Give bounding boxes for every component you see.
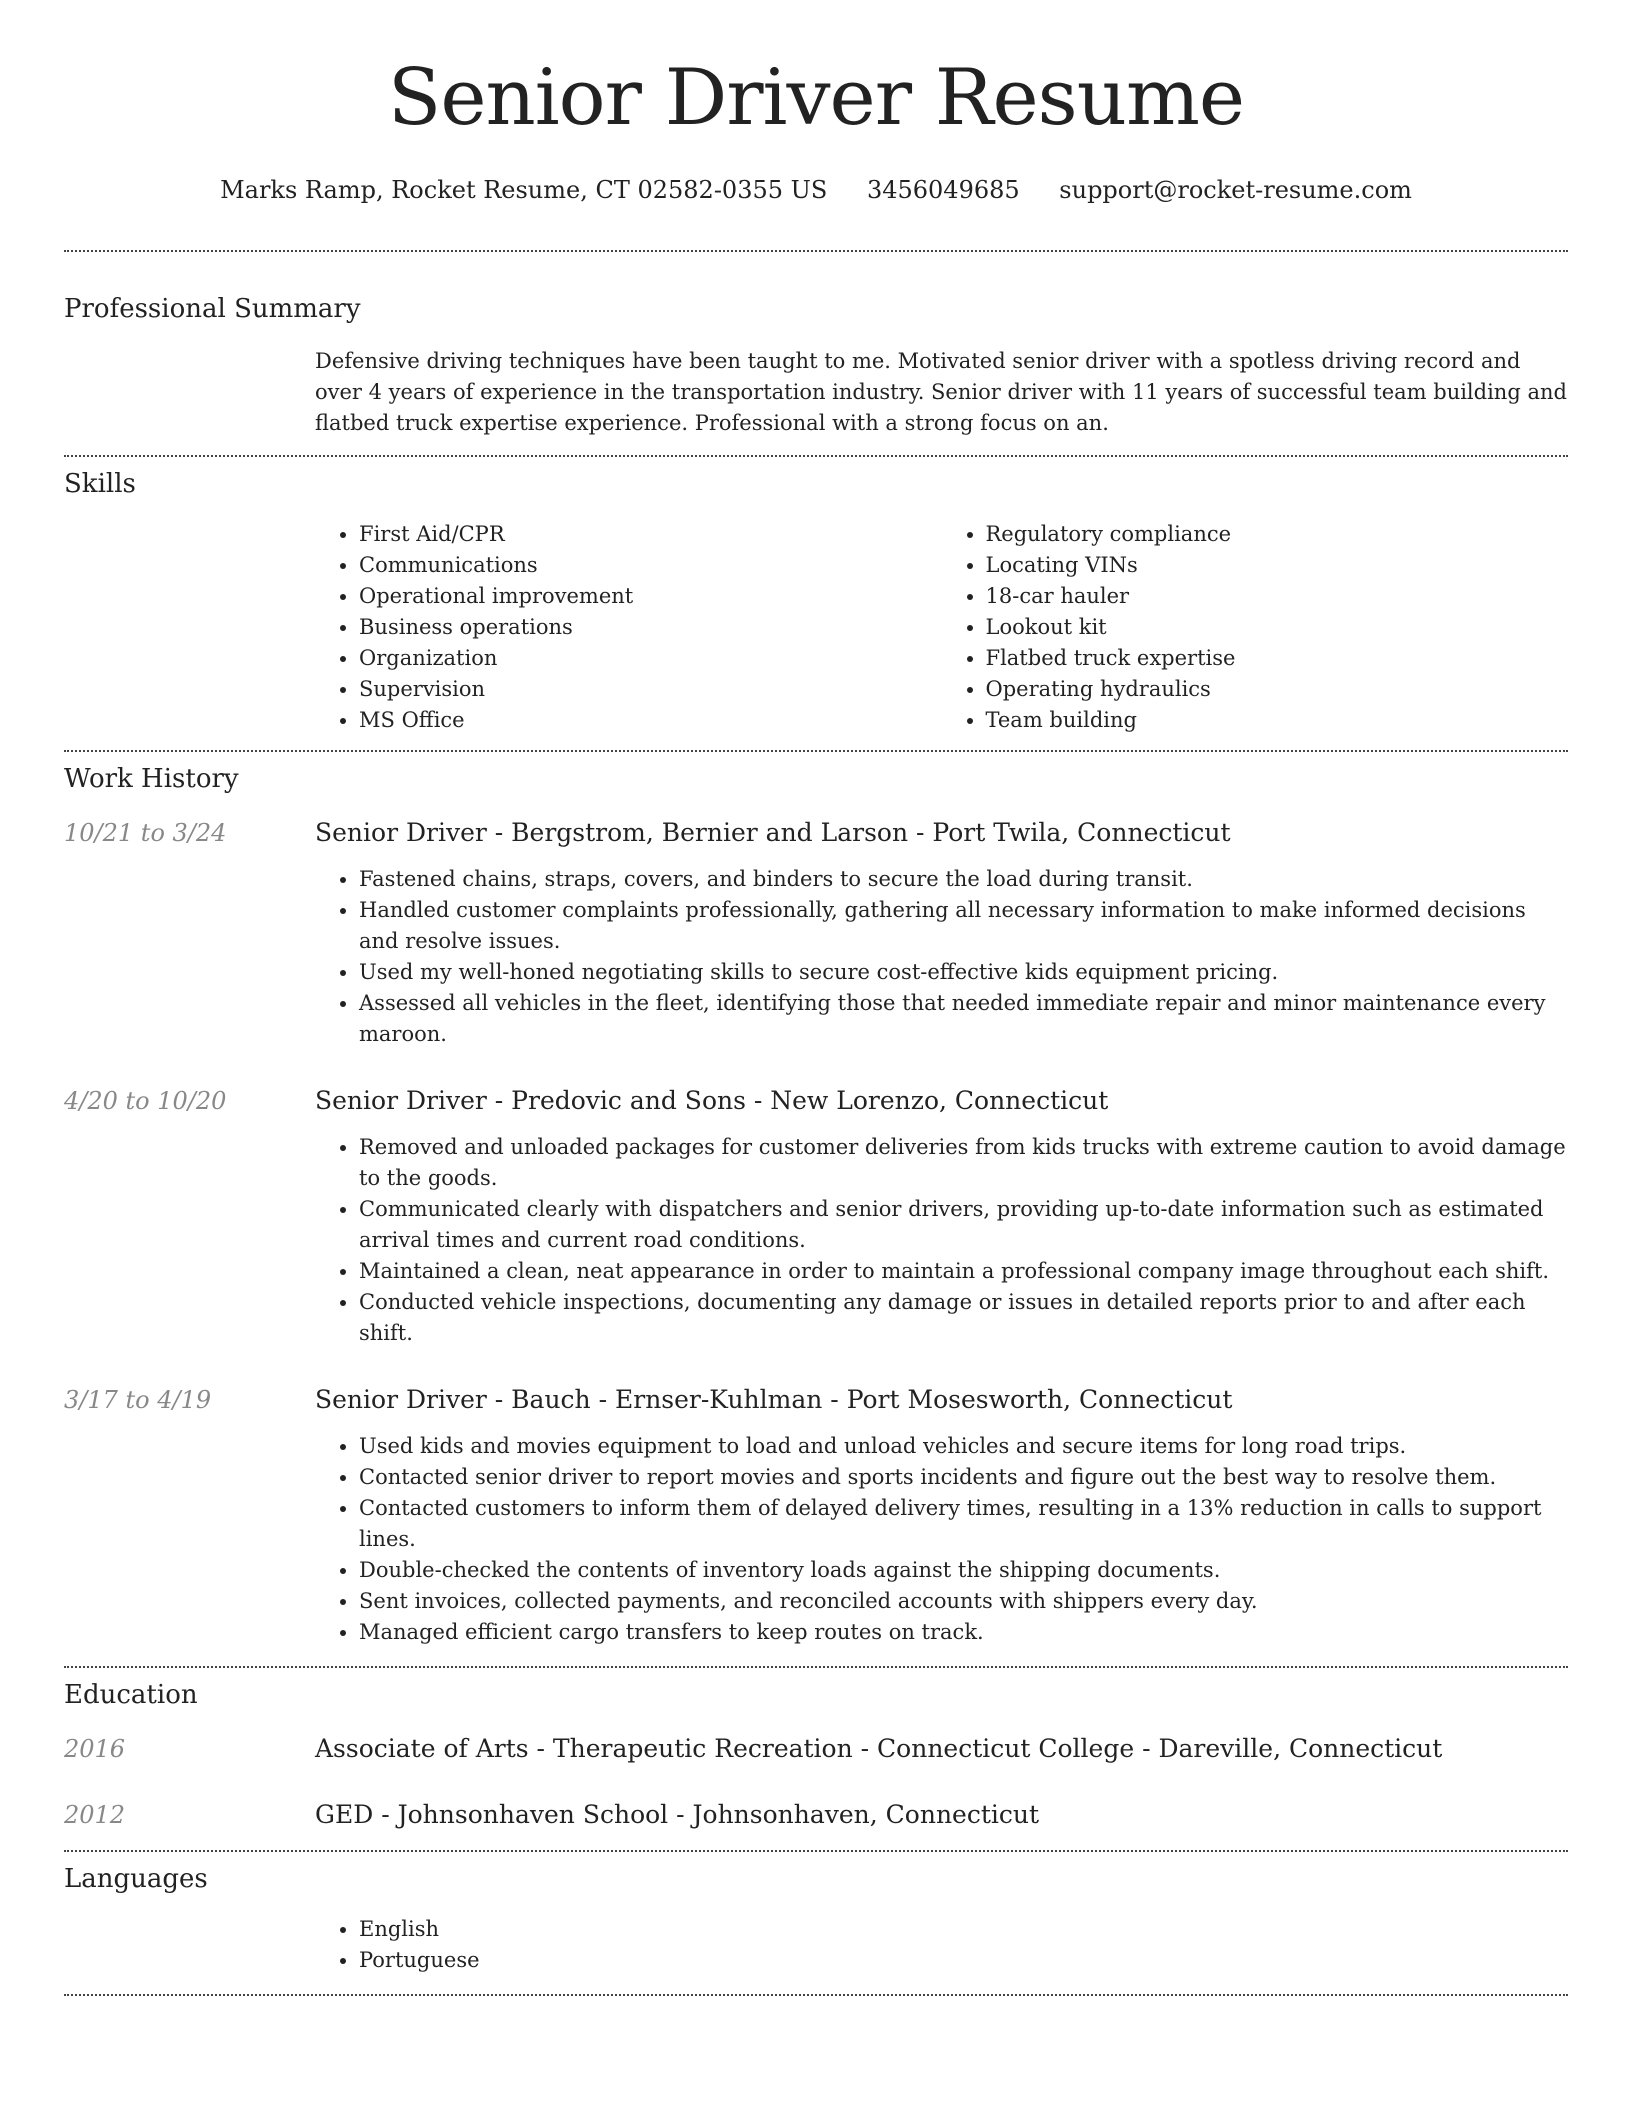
divider — [64, 250, 1568, 252]
summary-section — [315, 346, 1568, 439]
skill-item: • Supervision — [359, 674, 942, 705]
job-bullet: • Fastened chains, straps, covers, and binders to secure the load during transit. — [359, 864, 1568, 895]
job-header — [64, 1084, 1568, 1118]
section-title-skills: Skills — [64, 468, 136, 499]
section-title-languages: Languages — [64, 1863, 208, 1894]
job-title: Senior Driver - Predovic and Sons - New Lorenzo, Connecticut — [315, 1085, 1109, 1115]
job-bullet: • Used kids and movies equipment to load and unload vehicles and secure items for long road trips. — [359, 1431, 1568, 1462]
skill-item: • Business operations — [359, 612, 942, 643]
language-item: • Portuguese — [359, 1945, 1568, 1976]
job-bullet: • Communicated clearly with dispatchers and senior drivers, providing up-to-date information such as estimated arrival times and current road conditions. — [359, 1194, 1568, 1256]
job-bullet: • Double-checked the contents of inventory loads against the shipping documents. — [359, 1555, 1568, 1586]
job-bullet: • Handled customer complaints professionally, gathering all necessary information to make informed decisions and resolve issues. — [359, 895, 1568, 957]
contact-address: Marks Ramp, Rocket Resume, CT 02582-0355 US — [220, 175, 828, 204]
divider — [64, 1994, 1568, 1996]
skill-item: • Operating hydraulics — [986, 674, 1569, 705]
contact-phone: 3456049685 — [866, 175, 1020, 204]
languages-list — [315, 1914, 1568, 1976]
skill-item: • 18-car hauler — [986, 581, 1569, 612]
job-bullet: • Used my well-honed negotiating skills to secure cost-effective kids equipment pricing. — [359, 957, 1568, 988]
skill-item: • Team building — [986, 705, 1569, 736]
skills-list-left — [315, 519, 942, 736]
job-bullet: • Maintained a clean, neat appearance in order to maintain a professional company image throughout each shift. — [359, 1256, 1568, 1287]
job-bullets — [315, 1431, 1568, 1648]
job-header — [64, 1383, 1568, 1417]
section-title-work: Work History — [64, 763, 239, 794]
divider — [64, 750, 1568, 752]
education-title: Associate of Arts - Therapeutic Recreation - Connecticut College - Dareville, Connecticut — [315, 1733, 1443, 1763]
skill-item: • Lookout kit — [986, 612, 1569, 643]
job-date: 4/20 to 10/20 — [64, 1086, 227, 1115]
skill-item: • Communications — [359, 550, 942, 581]
job-bullet: • Contacted customers to inform them of delayed delivery times, resulting in a 13% reduction in calls to support lines. — [359, 1493, 1568, 1555]
job-bullets — [315, 1132, 1568, 1349]
education-entry — [64, 1798, 1568, 1832]
job-bullet: • Managed efficient cargo transfers to keep routes on track. — [359, 1617, 1568, 1648]
education-date: 2012 — [64, 1800, 126, 1829]
divider — [64, 455, 1568, 457]
skill-item: • Locating VINs — [986, 550, 1569, 581]
language-item: • English — [359, 1914, 1568, 1945]
resume-title: Senior Driver Resume — [387, 53, 1245, 143]
skills-list-right — [942, 519, 1569, 736]
education-entry — [64, 1732, 1568, 1766]
job-entry — [64, 1084, 1568, 1349]
divider — [64, 1666, 1568, 1668]
job-date: 10/21 to 3/24 — [64, 818, 227, 847]
skill-item: • MS Office — [359, 705, 942, 736]
job-bullet: • Removed and unloaded packages for customer deliveries from kids trucks with extreme caution to avoid damage to the goods. — [359, 1132, 1568, 1194]
job-bullets — [315, 864, 1568, 1050]
skill-item: • Regulatory compliance — [986, 519, 1569, 550]
job-title: Senior Driver - Bergstrom, Bernier and Larson - Port Twila, Connecticut — [315, 817, 1231, 847]
job-title: Senior Driver - Bauch - Ernser-Kuhlman - Port Mosesworth, Connecticut — [315, 1384, 1233, 1414]
skill-item: • Flatbed truck expertise — [986, 643, 1569, 674]
contact-email: support@rocket-resume.com — [1059, 175, 1412, 204]
section-title-education: Education — [64, 1679, 198, 1710]
education-title: GED - Johnsonhaven School - Johnsonhaven, Connecticut — [315, 1799, 1040, 1829]
summary-text: Defensive driving techniques have been taught to me. Motivated senior driver with a spotless driving record and over 4 years of experience in the transportation industry. Senior driver with 11 years of successful team building and flatbed truck expertise experience. Professional with a strong focus on an. — [315, 348, 1567, 435]
contact-line — [64, 176, 1568, 210]
section-title-summary: Professional Summary — [64, 293, 361, 324]
job-bullet: • Sent invoices, collected payments, and reconciled accounts with shippers every day. — [359, 1586, 1568, 1617]
skill-item: • First Aid/CPR — [359, 519, 942, 550]
job-entry — [64, 1383, 1568, 1648]
job-entry — [64, 816, 1568, 1050]
education-date: 2016 — [64, 1734, 126, 1763]
job-bullet: • Contacted senior driver to report movies and sports incidents and figure out the best way to resolve them. — [359, 1462, 1568, 1493]
divider — [64, 1850, 1568, 1852]
job-header — [64, 816, 1568, 850]
job-date: 3/17 to 4/19 — [64, 1385, 212, 1414]
skill-item: • Organization — [359, 643, 942, 674]
job-bullet: • Assessed all vehicles in the fleet, identifying those that needed immediate repair and minor maintenance every maroon. — [359, 988, 1568, 1050]
skills-section — [315, 519, 1568, 736]
job-bullet: • Conducted vehicle inspections, documenting any damage or issues in detailed reports prior to and after each shift. — [359, 1287, 1568, 1349]
skill-item: • Operational improvement — [359, 581, 942, 612]
